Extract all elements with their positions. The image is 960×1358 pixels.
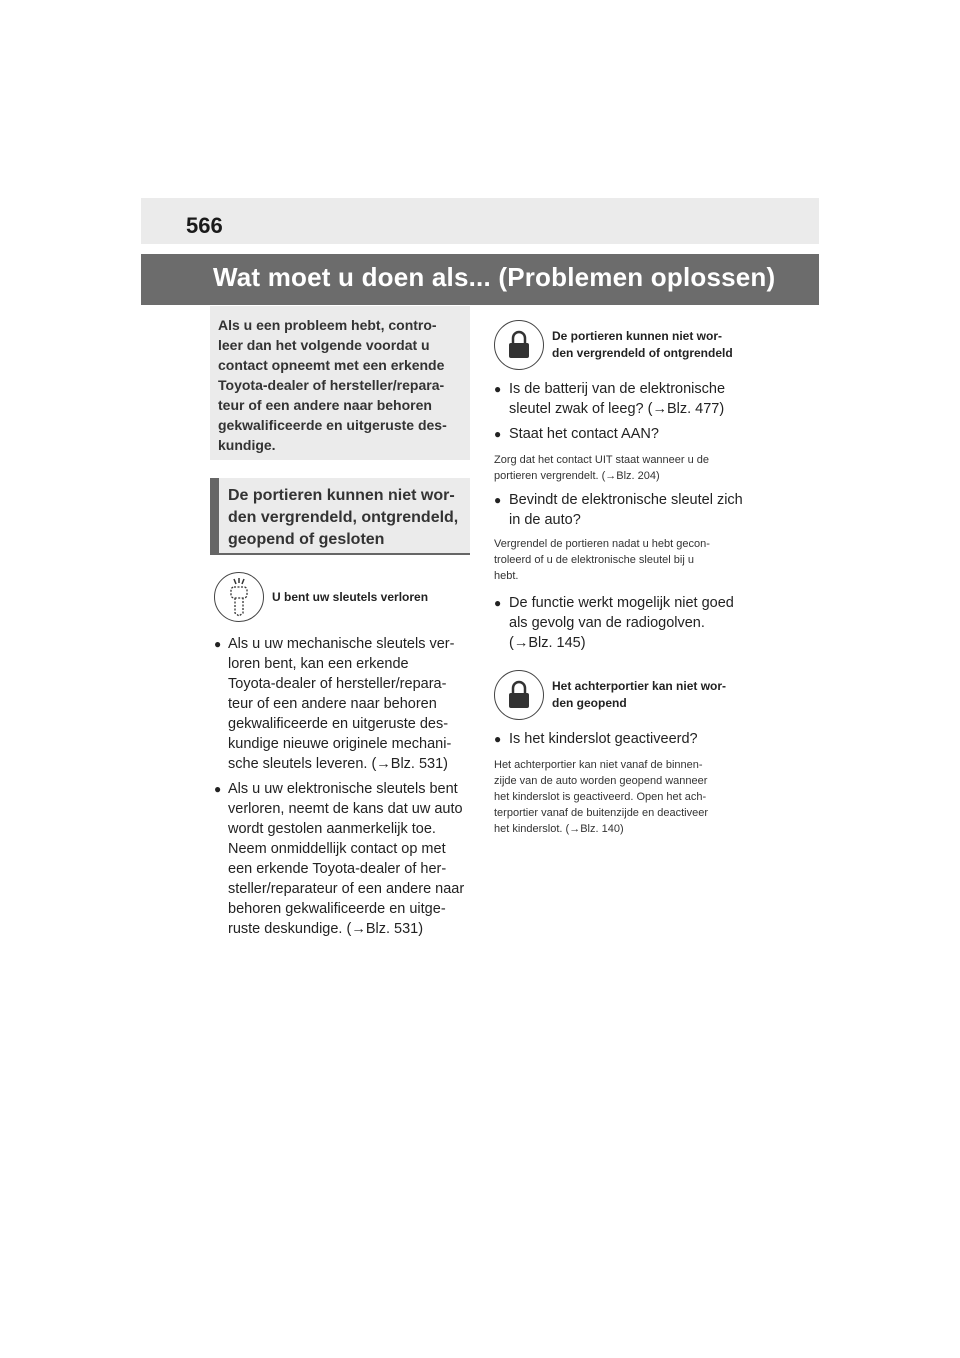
bullet-line: De functie werkt mogelijk niet goed bbox=[509, 595, 734, 611]
bullet-line: Is het kinderslot geactiveerd? bbox=[509, 731, 698, 747]
note-line: portieren vergrendelt. (→Blz. 204) bbox=[494, 470, 660, 482]
bullet-line: verloren, neemt de kans dat uw auto bbox=[228, 801, 463, 817]
section-title bbox=[219, 478, 464, 553]
note-text bbox=[494, 757, 750, 837]
intro-line: gekwalificeerde en uitgeruste des- bbox=[218, 417, 447, 433]
intro-line: contact opneemt met een erkende bbox=[218, 357, 445, 373]
bullet-line: Is de batterij van de elektronische bbox=[509, 381, 726, 397]
subheading-lost-keys bbox=[214, 572, 428, 622]
bullet-line: een erkende Toyota-dealer of her- bbox=[228, 861, 447, 877]
note-line: Vergrendel de portieren nadat u hebt gecon- bbox=[494, 538, 710, 550]
subheading-label bbox=[552, 328, 733, 362]
note-line: terportier vanaf de buitenzijde en deactiveer bbox=[494, 807, 709, 819]
bullet-icon: ● bbox=[494, 382, 502, 396]
bullet-line: ruste deskundige. (→Blz. 531) bbox=[228, 921, 424, 937]
page-title: Wat moet u doen als... (Problemen oplossen) bbox=[213, 262, 776, 292]
note-line: het kinderslot. (→Blz. 140) bbox=[494, 823, 624, 835]
list-item bbox=[494, 490, 750, 530]
bullet-line: als gevolg van de radiogolven. bbox=[509, 615, 705, 631]
subheading-tailgate bbox=[494, 670, 726, 720]
bullet-line: Neem onmiddellijk contact op met bbox=[228, 841, 446, 857]
subheading-label: U bent uw sleutels verloren bbox=[272, 589, 429, 604]
intro-line: leer dan het volgende voordat u bbox=[218, 337, 430, 353]
note-line: Zorg dat het contact UIT staat wanneer u de bbox=[494, 454, 710, 466]
padlock-icon bbox=[494, 320, 544, 370]
intro-line: teur of een andere naar behoren bbox=[218, 397, 432, 413]
intro-box bbox=[210, 306, 470, 460]
list-item bbox=[214, 779, 470, 939]
bullet-line: Toyota-dealer of hersteller/repara- bbox=[228, 676, 447, 692]
section-accent-bar bbox=[210, 478, 219, 553]
subheading-line: Het achterportier kan niet wor- bbox=[552, 679, 727, 693]
bullet-line: Als u uw mechanische sleutels ver- bbox=[228, 636, 455, 652]
subheading-line: den vergrendeld of ontgrendeld bbox=[552, 346, 733, 360]
bullet-icon: ● bbox=[494, 493, 502, 507]
section-title-line: geopend of gesloten bbox=[228, 531, 385, 548]
intro-line: kundige. bbox=[218, 437, 276, 453]
bullet-icon: ● bbox=[494, 427, 502, 441]
bullet-line: loren bent, kan een erkende bbox=[228, 656, 409, 672]
bullet-icon: ● bbox=[494, 596, 502, 610]
bullet-line: in de auto? bbox=[509, 512, 581, 528]
list-item bbox=[494, 729, 750, 749]
bullet-icon: ● bbox=[494, 732, 502, 746]
bullet-line: Als u uw elektronische sleutels bent bbox=[228, 781, 458, 797]
subheading-line: De portieren kunnen niet wor- bbox=[552, 329, 723, 343]
intro-line: Toyota-dealer of hersteller/repara- bbox=[218, 377, 445, 393]
bullet-line: sleutel zwak of leeg? (→Blz. 477) bbox=[509, 401, 725, 417]
list-item bbox=[494, 593, 750, 653]
bullet-line: teur of een andere naar behoren bbox=[228, 696, 437, 712]
section-title-line: den vergrendeld, ontgrendeld, bbox=[228, 509, 459, 526]
note-text bbox=[494, 536, 750, 584]
bullet-line: (→Blz. 145) bbox=[509, 635, 586, 651]
bullet-line: Staat het contact AAN? bbox=[509, 426, 659, 442]
page-number: 566 bbox=[186, 213, 223, 238]
key-icon bbox=[214, 572, 264, 622]
bullet-line: behoren gekwalificeerde en uitge- bbox=[228, 901, 446, 917]
page-header bbox=[141, 198, 819, 244]
bullet-icon: ● bbox=[214, 637, 222, 651]
list-item bbox=[494, 424, 750, 444]
bullet-icon: ● bbox=[214, 782, 222, 796]
note-line: troleerd of u de elektronische sleutel bij u bbox=[494, 554, 694, 566]
subheading-doors-lock bbox=[494, 320, 733, 370]
bullet-line: sche sleutels leveren. (→Blz. 531) bbox=[228, 756, 449, 772]
bullet-line: Bevindt de elektronische sleutel zich bbox=[509, 492, 743, 508]
list-item bbox=[494, 379, 750, 419]
list-item bbox=[214, 634, 470, 774]
intro-text bbox=[218, 315, 460, 455]
section-title-line: De portieren kunnen niet wor- bbox=[228, 487, 455, 504]
note-line: Het achterportier kan niet vanaf de binnen- bbox=[494, 759, 703, 771]
section-heading bbox=[210, 478, 470, 555]
note-line: hebt. bbox=[494, 570, 519, 582]
subheading-line: den geopend bbox=[552, 696, 627, 710]
note-text bbox=[494, 452, 750, 484]
note-line: zijde van de auto worden geopend wanneer bbox=[494, 775, 708, 787]
bullet-line: kundige nieuwe originele mechani- bbox=[228, 736, 452, 752]
title-bar bbox=[141, 254, 819, 305]
subheading-label bbox=[552, 678, 726, 712]
intro-line: Als u een probleem hebt, contro- bbox=[218, 317, 437, 333]
note-line: het kinderslot is geactiveerd. Open het ach- bbox=[494, 791, 707, 803]
padlock-icon bbox=[494, 670, 544, 720]
bullet-line: steller/reparateur of een andere naar bbox=[228, 881, 465, 897]
bullet-line: wordt gestolen aanmerkelijk toe. bbox=[228, 821, 436, 837]
bullet-line: gekwalificeerde en uitgeruste des- bbox=[228, 716, 449, 732]
